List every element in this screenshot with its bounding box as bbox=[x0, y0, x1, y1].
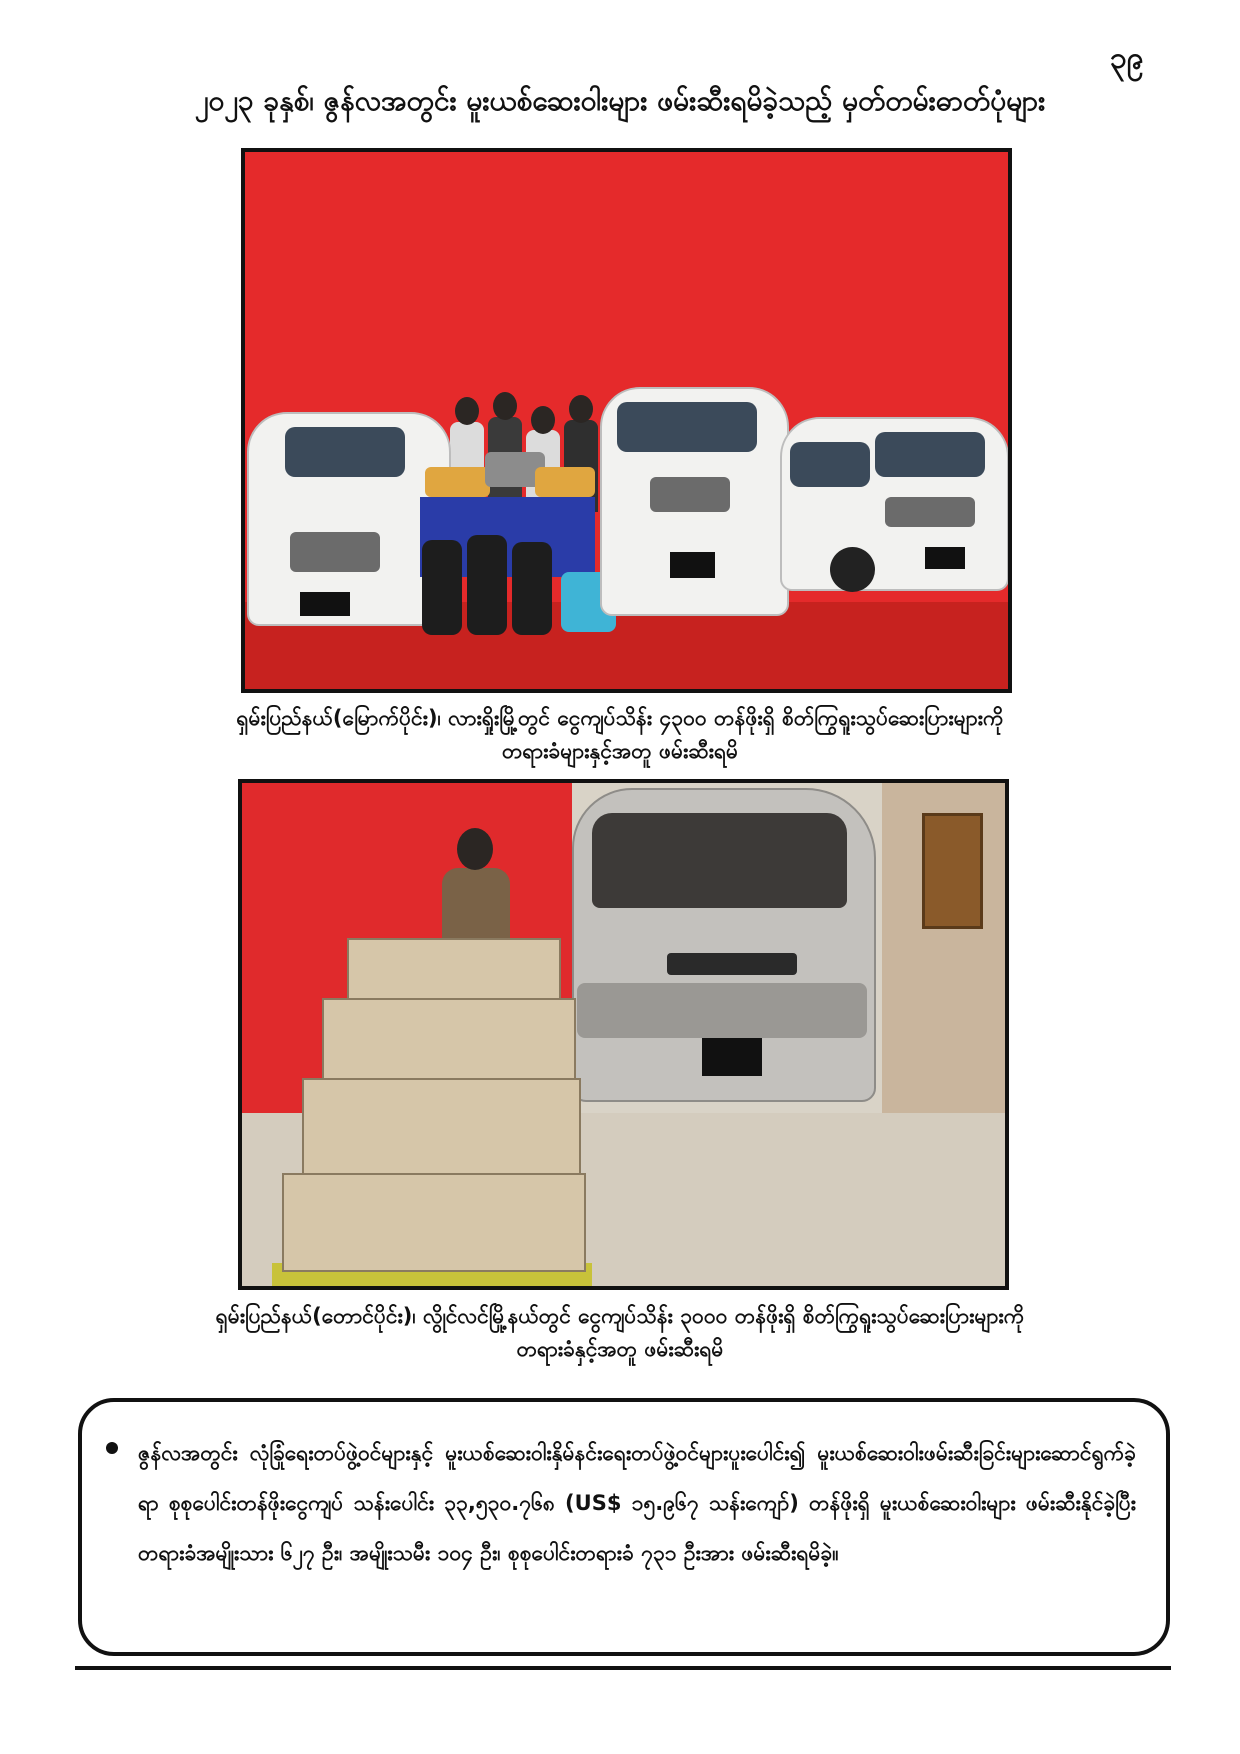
caption-line: ရှမ်းပြည်နယ်(တောင်ပိုင်း)၊ လွိုင်လင်မြို့နယ်တွင် ငွေကျပ်သိန်း ၃၀၀၀ တန်ဖိုးရှိ စိတ်ကြွရူးသွပ်ဆေးပြားများကို bbox=[215, 1304, 1025, 1328]
van-bumper bbox=[577, 983, 867, 1038]
page-number: ၃၉ bbox=[1110, 41, 1144, 76]
drug-package-stack bbox=[282, 1173, 586, 1272]
suspect-head bbox=[531, 406, 555, 434]
seizure-photo-lashio bbox=[241, 148, 1012, 693]
minivan-side-window bbox=[790, 442, 870, 487]
caption-line: ရှမ်းပြည်နယ်(မြောက်ပိုင်း)၊ လားရှိုးမြို့တွင် ငွေကျပ်သိန်း ၄၃၀၀ တန်ဖိုးရှိ စိတ်ကြွရူးသွပ်ဆေးပြားများကို bbox=[236, 706, 1004, 730]
van-windshield bbox=[592, 813, 847, 908]
pickup-grille bbox=[650, 477, 730, 512]
license-plate-censored bbox=[670, 552, 715, 578]
drug-package-stack bbox=[302, 1078, 581, 1177]
suspect-head bbox=[455, 397, 479, 425]
license-plate-censored bbox=[925, 547, 965, 569]
minivan-wheel bbox=[830, 547, 875, 592]
drug-package-stack bbox=[322, 998, 576, 1082]
suspect-head bbox=[457, 828, 493, 870]
led-light-bar bbox=[667, 953, 797, 975]
bullet-icon bbox=[106, 1442, 118, 1454]
seizure-photo-loilen bbox=[238, 779, 1009, 1290]
suspect-head bbox=[493, 392, 517, 420]
license-plate-censored bbox=[300, 592, 350, 616]
photo-caption-lashio bbox=[0, 702, 1240, 768]
sedan-windshield bbox=[285, 427, 405, 477]
sedan-grille bbox=[290, 532, 380, 572]
suitcase bbox=[422, 540, 462, 635]
caption-line: တရားခံနှင့်အတူ ဖမ်းဆီးရမိ bbox=[516, 1337, 724, 1361]
bottom-rule bbox=[75, 1666, 1171, 1670]
license-plate-censored bbox=[702, 1038, 762, 1076]
suitcase bbox=[512, 542, 552, 635]
page-title: ၂၀၂၃ ခုနှစ်၊ ဇွန်လအတွင်း မူးယစ်ဆေးဝါးများ ဖမ်းဆီးရမိခဲ့သည့် မှတ်တမ်းဓာတ်ပုံများ bbox=[194, 84, 1046, 117]
photo-caption-loilen bbox=[0, 1300, 1240, 1366]
minivan-grille bbox=[885, 497, 975, 527]
caption-line: တရားခံများနှင့်အတူ ဖမ်းဆီးရမိ bbox=[501, 739, 739, 763]
summary-text: ဇွန်လအတွင်း လုံခြုံရေးတပ်ဖွဲ့ဝင်များနှင့် မူးယစ်ဆေးဝါးနှိမ်နင်းရေးတပ်ဖွဲ့ဝင်များပူးပေါင်း၍ မူးယစ်ဆေးဝါးဖမ်းဆီးခြင်းများဆောင်ရွက်ခဲ့ရာ စုစုပေါင်းတန်ဖိုးငွေကျပ် သန်းပေါင်း ၃၃,၅၃၀.၇၆၈ (US$ ၁၅.၉၆၇ သန်းကျော်) တန်ဖိုးရှိ မူးယစ်ဆေးဝါးများ ဖမ်းဆီးနိုင်ခဲ့ပြီး တရားခံအမျိုးသား ၆၂၇ ဦး၊ အမျိုးသမီး ၁၀၄ ဦး၊ စုစုပေါင်းတရားခံ ၇၃၁ ဦးအား ဖမ်းဆီးရမိခဲ့။ bbox=[138, 1441, 1136, 1565]
drug-package-stack bbox=[347, 938, 561, 1002]
drug-packages bbox=[535, 467, 595, 497]
drug-packages bbox=[425, 467, 490, 497]
suspect-head bbox=[569, 395, 593, 423]
pickup-windshield bbox=[617, 402, 757, 452]
minivan-windshield bbox=[875, 432, 985, 477]
building-window bbox=[922, 813, 983, 929]
suitcase bbox=[467, 535, 507, 635]
summary-box bbox=[78, 1398, 1170, 1656]
